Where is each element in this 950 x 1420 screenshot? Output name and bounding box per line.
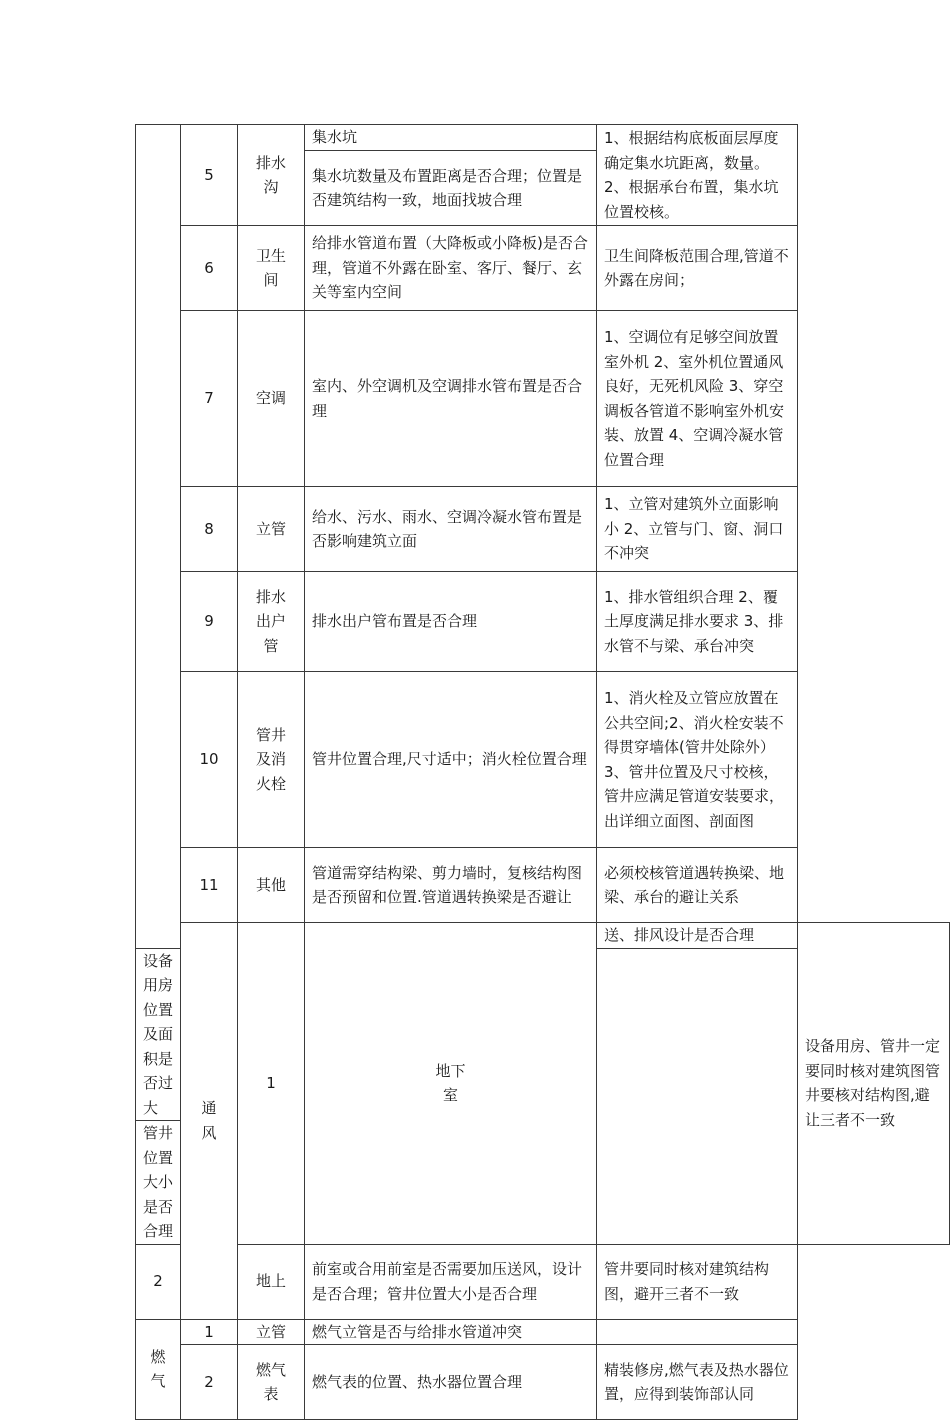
category-cell-ventilation [181, 923, 238, 1320]
item-name [238, 125, 305, 226]
check-content: 集水坑 [305, 125, 597, 151]
row-number: 11 [181, 848, 238, 923]
requirement: 1、消火栓及立管应放置在公共空间;2、消火栓安装不得贯穿墙体(管井处除外）3、管井位置及尺寸校核，管井应满足管道安装要求，出详细立面图、剖面图 [597, 672, 798, 848]
check-content: 前室或合用前室是否需要加压送风，设计是否合理；管井位置大小是否合理 [305, 1244, 597, 1319]
item-name [305, 923, 597, 1245]
check-content: 燃气立管是否与给排水管道冲突 [305, 1319, 597, 1345]
check-content: 管道需穿结构梁、剪力墙时，复核结构图是否预留和位置.管道遇转换梁是否避让 [305, 848, 597, 923]
item-name: 立管 [238, 487, 305, 572]
item-label: 管井及消火栓 [255, 725, 286, 793]
category-cell-water [136, 125, 181, 949]
item-name: 空调 [238, 311, 305, 487]
row-number: 6 [181, 226, 238, 311]
item-name: 地上 [238, 1244, 305, 1319]
check-content: 室内、外空调机及空调排水管布置是否合理 [305, 311, 597, 487]
check-content: 设备用房位置及面积是否过大 [136, 948, 181, 1121]
checklist-table [135, 124, 950, 1420]
requirement: 管井要同时核对建筑结构图，避开三者不一致 [597, 1244, 798, 1319]
row-number: 9 [181, 572, 238, 672]
check-content: 燃气表的位置、热水器位置合理 [305, 1345, 597, 1420]
requirement: 必须校核管道遇转换梁、地梁、承台的避让关系 [597, 848, 798, 923]
category-label: 通风 [201, 1099, 217, 1142]
check-content: 集水坑数量及布置距离是否合理；位置是否建筑结构一致，地面找坡合理 [305, 151, 597, 226]
item-name: 立管 [238, 1319, 305, 1345]
table-row [136, 672, 950, 848]
requirement: 卫生间降板范围合理,管道不外露在房间； [597, 226, 798, 311]
table-row [136, 1244, 950, 1319]
table-row [136, 125, 950, 151]
item-name [238, 672, 305, 848]
table-row [136, 923, 950, 949]
row-number: 1 [238, 923, 305, 1245]
requirement: 1、空调位有足够空间放置室外机 2、室外机位置通风良好，无死机风险 3、穿空调板各管道不影响室外机安装、放置 4、空调冷凝水管位置合理 [597, 311, 798, 487]
table-row [136, 848, 950, 923]
row-number: 5 [181, 125, 238, 226]
row-number: 10 [181, 672, 238, 848]
table-row [136, 226, 950, 311]
check-content: 管井位置大小是否合理 [136, 1121, 181, 1245]
check-content: 送、排风设计是否合理 [597, 923, 798, 949]
check-content: 给水、污水、雨水、空调冷凝水管布置是否影响建筑立面 [305, 487, 597, 572]
item-label: 燃气表 [255, 1360, 286, 1403]
row-number: 8 [181, 487, 238, 572]
requirement [597, 1319, 798, 1345]
item-label: 卫生间 [255, 246, 286, 289]
table-row [136, 572, 950, 672]
table-row [136, 487, 950, 572]
requirement: 1、根据结构底板面层厚度确定集水坑距离，数量。2、根据承台布置，集水坑位置校核。 [597, 125, 798, 226]
table-row [136, 1319, 950, 1345]
table-row [136, 1345, 950, 1420]
requirement: 精装修房,燃气表及热水器位置，应得到装饰部认同 [597, 1345, 798, 1420]
item-label: 排水出户管 [255, 587, 286, 655]
check-content: 管井位置合理,尺寸适中；消火栓位置合理 [305, 672, 597, 848]
row-number: 2 [181, 1345, 238, 1420]
row-number: 7 [181, 311, 238, 487]
category-cell-gas [136, 1319, 181, 1420]
check-content: 排水出户管布置是否合理 [305, 572, 597, 672]
row-number: 1 [181, 1319, 238, 1345]
requirement: 设备用房、管井一定要同时核对建筑图管井要核对结构图,避让三者不一致 [798, 923, 950, 1245]
requirement: 1、排水管组织合理 2、覆土厚度满足排水要求 3、排水管不与梁、承台冲突 [597, 572, 798, 672]
row-number: 2 [136, 1244, 181, 1319]
item-name [238, 572, 305, 672]
item-label: 地下室 [435, 1061, 466, 1105]
check-content: 给排水管道布置（大降板或小降板)是否合理，管道不外露在卧室、客厅、餐厅、玄关等室内空间 [305, 226, 597, 311]
requirement: 1、立管对建筑外立面影响小 2、立管与门、窗、洞口不冲突 [597, 487, 798, 572]
item-label: 排水沟 [255, 153, 286, 196]
item-name [238, 226, 305, 311]
item-name: 其他 [238, 848, 305, 923]
category-label: 燃气 [150, 1347, 166, 1391]
item-name [238, 1345, 305, 1420]
table-row [136, 311, 950, 487]
